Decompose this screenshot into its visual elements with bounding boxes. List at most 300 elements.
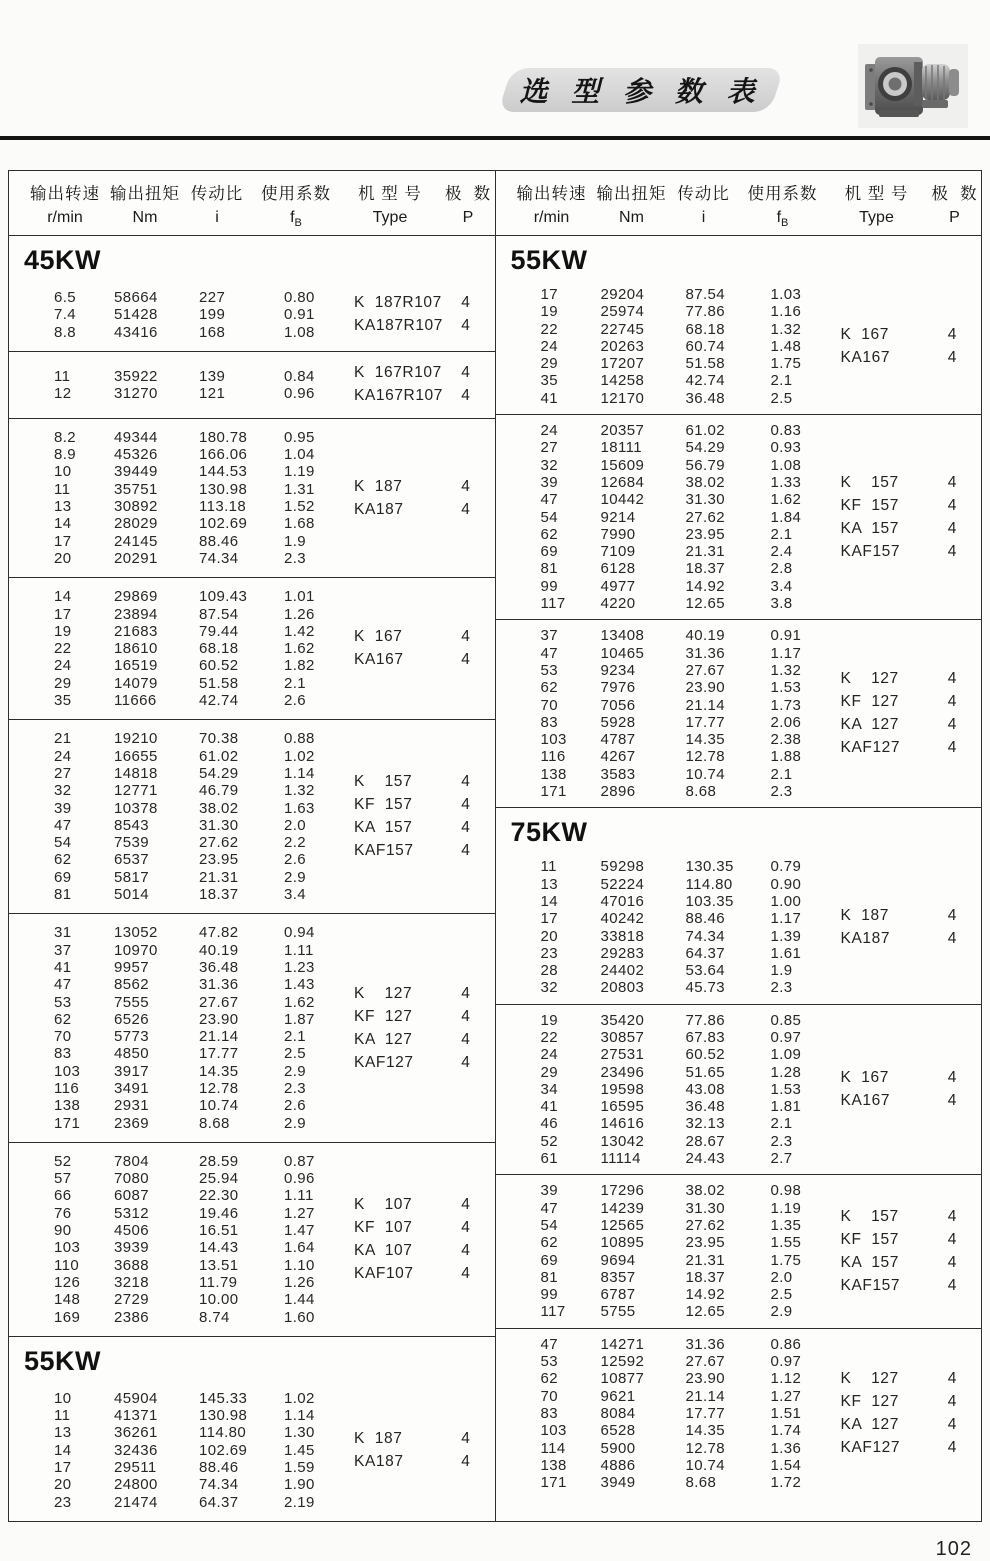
cell-ratio: 21.14 [199,1028,239,1046]
table-row [496,1133,841,1150]
model-type-label: K 127 [354,984,413,1002]
cell-output-speed: 171 [54,1114,81,1132]
cell-ratio: 54.29 [199,764,239,782]
cell-output-torque: 10465 [600,644,645,662]
cell-output-torque: 19598 [600,1080,645,1098]
cell-output-torque: 13408 [600,627,645,645]
gearmotor-photo [858,44,968,128]
data-rows [9,1153,354,1326]
section-title-75kw: 75KW [510,817,588,848]
table-row [9,1274,354,1291]
model-type-row [354,362,495,385]
model-type-row [354,1028,495,1051]
cell-ratio: 28.59 [199,1152,239,1170]
cell-ratio: 54.29 [685,439,726,457]
cell-ratio: 14.92 [685,1286,726,1304]
model-type-label: KA 157 [840,1254,899,1272]
table-row [496,679,841,696]
cell-output-torque: 16519 [114,657,158,675]
cell-ratio: 10.00 [199,1291,239,1309]
cell-service-factor: 1.75 [770,1251,802,1269]
cell-output-speed: 27 [540,439,558,457]
cell-output-speed: 103 [540,731,567,749]
cell-service-factor: 2.4 [770,543,793,561]
cell-service-factor: 1.32 [284,782,315,800]
cell-output-torque: 14818 [114,764,158,782]
cell-output-speed: 11 [54,367,71,385]
table-half-left [9,171,496,1521]
table-row [496,1012,841,1029]
table-row [9,1222,354,1239]
cell-service-factor: 0.91 [770,627,802,645]
table-row [9,994,354,1011]
model-type-row [354,626,495,649]
cell-ratio: 87.54 [685,286,726,303]
cell-output-torque: 20263 [600,337,645,355]
header-col-ratio [179,180,255,227]
cell-ratio: 74.34 [199,549,239,567]
table-row [496,1098,841,1115]
table-row [9,533,354,550]
model-type-label: K 167 [840,326,889,344]
poles-value: 4 [461,317,470,335]
cell-service-factor: 1.03 [770,286,802,303]
model-type-label: KA 157 [840,519,899,537]
cell-service-factor: 0.84 [284,367,315,385]
cell-service-factor: 1.55 [770,1234,802,1252]
page-footer [0,1522,990,1561]
poles-value: 4 [461,387,470,405]
cell-output-torque: 11114 [600,1150,641,1168]
cell-service-factor: 2.6 [284,692,307,710]
cell-output-torque: 51428 [114,306,158,324]
table-row [9,800,354,817]
cell-output-torque: 35751 [114,480,158,498]
cell-service-factor: 1.00 [770,892,802,910]
header-unit-ratio: i [215,209,219,226]
poles-value: 4 [461,628,470,646]
cell-output-speed: 76 [54,1204,72,1222]
cell-ratio: 130.98 [199,480,248,498]
table-row [9,1080,354,1097]
model-type-list [841,324,982,370]
cell-ratio: 88.46 [199,532,239,550]
model-type-row [841,1229,982,1252]
table-row [9,730,354,747]
cell-output-torque: 33818 [600,927,645,945]
table-row [496,509,841,526]
cell-output-torque: 12684 [600,473,645,491]
cell-ratio: 74.34 [199,1476,239,1494]
model-type-row [354,475,495,498]
cell-service-factor: 1.10 [284,1256,315,1274]
cell-output-torque: 24402 [600,962,645,980]
cell-output-speed: 116 [540,748,566,766]
cell-ratio: 64.37 [199,1493,239,1511]
cell-output-torque: 41371 [114,1407,158,1425]
cell-service-factor: 2.6 [284,851,307,869]
cell-output-torque: 40242 [600,910,645,928]
cell-service-factor: 2.5 [284,1045,307,1063]
header-label-output-speed: 输出转速 [516,185,587,203]
cell-output-torque: 7539 [114,834,149,852]
cell-output-torque: 43416 [114,323,158,341]
table-row [496,355,841,372]
cell-service-factor: 2.7 [770,1150,793,1168]
cell-output-torque: 5755 [600,1303,636,1321]
header-divider-rule [0,136,990,140]
cell-service-factor: 1.68 [284,515,315,533]
cell-ratio: 23.95 [685,525,726,543]
data-block [496,851,982,1004]
model-type-label: KAF127 [840,1439,901,1457]
table-row [9,1153,354,1170]
table-row [496,286,841,303]
cell-output-torque: 2729 [114,1291,149,1309]
cell-ratio: 51.58 [685,355,726,373]
cell-output-speed: 22 [540,1028,558,1046]
cell-service-factor: 2.19 [284,1493,315,1511]
cell-output-speed: 83 [540,1404,558,1422]
header-label-output-torque: 输出扭矩 [110,185,180,203]
table-row [9,1459,354,1476]
table-row [9,1257,354,1274]
cell-output-speed: 13 [540,875,558,893]
cell-service-factor: 1.36 [770,1439,802,1457]
cell-output-speed: 62 [54,1010,72,1028]
poles-value: 4 [461,1452,470,1470]
model-type-label: KA 127 [840,1416,899,1434]
model-type-row [841,905,982,928]
data-block [9,279,495,352]
model-type-label: K 167 [840,1069,889,1087]
cell-output-speed: 83 [540,713,558,731]
table-row [9,748,354,765]
table-column-header [496,171,982,236]
cell-output-speed: 54 [540,1216,558,1234]
table-row [496,858,841,875]
cell-service-factor: 2.8 [770,560,793,578]
cell-service-factor: 1.82 [284,657,315,675]
cell-ratio: 102.69 [199,1441,248,1459]
cell-service-factor: 2.06 [770,713,802,731]
header-label-output-torque: 输出扭矩 [596,185,667,203]
cell-ratio: 12.78 [685,748,726,766]
cell-ratio: 19.46 [199,1204,239,1222]
cell-output-torque: 23496 [600,1063,645,1081]
cell-output-torque: 13052 [114,924,158,942]
cell-ratio: 14.92 [685,577,726,595]
header-col-output-speed [502,180,602,227]
cell-ratio: 27.67 [685,661,726,679]
cell-output-speed: 19 [54,622,72,640]
table-row [496,1064,841,1081]
cell-ratio: 18.37 [199,886,239,904]
cell-output-torque: 36261 [114,1424,158,1442]
cell-service-factor: 0.98 [770,1182,802,1200]
table-row [496,474,841,491]
cell-service-factor: 1.17 [770,910,802,928]
cell-output-torque: 14616 [600,1115,645,1133]
cell-ratio: 25.94 [199,1170,239,1188]
model-type-row [354,1239,495,1262]
model-type-label: K 167R107 [354,364,442,382]
cell-ratio: 11.79 [199,1273,238,1291]
cell-ratio: 77.86 [685,303,726,321]
cell-ratio: 42.74 [685,372,726,390]
cell-ratio: 47.82 [199,924,239,942]
cell-output-torque: 16595 [600,1098,645,1116]
data-rows [9,924,354,1132]
cell-service-factor: 0.93 [770,439,802,457]
cell-service-factor: 1.35 [770,1216,802,1234]
cell-output-torque: 9621 [600,1387,636,1405]
cell-output-speed: 39 [540,473,558,491]
cell-service-factor: 1.48 [770,337,802,355]
table-row [9,1187,354,1204]
cell-output-speed: 62 [540,1234,558,1252]
cell-output-speed: 126 [54,1273,81,1291]
data-rows [496,1336,841,1492]
cell-service-factor: 1.61 [770,944,802,962]
table-row [9,606,354,623]
header-col-output-torque [588,180,676,227]
cell-output-torque: 39449 [114,463,158,481]
table-row [9,498,354,515]
cell-service-factor: 0.94 [284,924,315,942]
cell-output-speed: 24 [54,747,72,765]
cell-output-torque: 32436 [114,1441,158,1459]
table-row [9,782,354,799]
cell-output-speed: 47 [540,1199,558,1217]
poles-value: 4 [947,716,957,734]
cell-service-factor: 1.42 [284,622,315,640]
model-type-row [354,794,495,817]
cell-service-factor: 0.96 [284,1170,315,1188]
table-row [496,303,841,320]
data-block [496,1005,982,1176]
cell-output-speed: 52 [54,1152,72,1170]
cell-ratio: 87.54 [199,605,239,623]
cell-service-factor: 2.5 [770,1286,793,1304]
table-row [496,928,841,945]
cell-ratio: 24.43 [685,1150,726,1168]
cell-service-factor: 2.38 [770,731,802,749]
page-number: 102 [935,1537,972,1560]
cell-output-torque: 10378 [114,799,158,817]
model-type-row [354,771,495,794]
cell-ratio: 36.48 [685,389,726,407]
cell-ratio: 23.95 [199,851,239,869]
cell-service-factor: 1.47 [284,1222,315,1240]
cell-ratio: 36.48 [199,958,239,976]
cell-service-factor: 0.97 [770,1353,802,1371]
poles-value: 4 [947,519,957,537]
cell-output-torque: 14239 [600,1199,645,1217]
gearmotor-illustration [862,48,964,124]
cell-service-factor: 1.88 [770,748,802,766]
table-row [9,765,354,782]
cell-output-torque: 9214 [600,508,636,526]
model-type-list [354,626,495,672]
cell-service-factor: 0.87 [284,1152,315,1170]
data-rows [9,588,354,709]
cell-output-speed: 99 [540,1286,558,1304]
cell-output-speed: 117 [540,595,566,613]
model-type-label: KAF157 [354,842,414,860]
cell-ratio: 40.19 [685,627,726,645]
cell-ratio: 227 [199,289,226,306]
model-type-row [841,517,982,540]
cell-ratio: 79.44 [199,622,239,640]
table-row [496,560,841,577]
cell-ratio: 60.52 [199,657,239,675]
header-col-model-type [826,180,928,227]
poles-value: 4 [947,349,957,367]
cell-ratio: 16.51 [199,1222,239,1240]
cell-output-speed: 114 [540,1439,566,1457]
cell-output-speed: 12 [54,384,72,402]
cell-ratio: 113.18 [199,498,247,516]
model-type-label: KF 157 [840,496,899,514]
cell-output-torque: 25974 [600,303,645,321]
cell-service-factor: 2.3 [770,1132,793,1150]
cell-service-factor: 1.32 [770,661,802,679]
table-row [496,1081,841,1098]
poles-value: 4 [947,1370,957,1388]
cell-output-speed: 21 [54,730,72,748]
cell-output-speed: 47 [540,644,558,662]
table-row [496,338,841,355]
cell-ratio: 27.67 [685,1353,726,1371]
cell-output-speed: 17 [540,286,558,303]
cell-service-factor: 1.04 [284,446,315,464]
cell-ratio: 43.08 [685,1080,726,1098]
poles-value: 4 [461,1429,470,1447]
header-unit-service-factor: $f_B$ [290,209,302,230]
cell-output-speed: 110 [54,1256,80,1274]
cell-ratio: 145.33 [199,1389,248,1407]
cell-service-factor: 1.14 [284,1407,315,1425]
cell-output-speed: 69 [540,543,558,561]
header-label-model-type: 机 型 号 [844,185,909,203]
cell-output-torque: 22745 [600,320,645,338]
cell-service-factor: 1.16 [770,303,802,321]
data-rows [9,429,354,567]
model-type-list [354,362,495,408]
cell-output-torque: 7804 [114,1152,149,1170]
poles-value: 4 [947,1231,957,1249]
poles-value: 4 [461,1195,470,1213]
cell-output-speed: 8.2 [54,428,77,446]
table-row [9,1097,354,1114]
model-type-row [354,498,495,521]
cell-output-torque: 28029 [114,515,158,533]
cell-output-speed: 103 [54,1239,81,1257]
cell-output-speed: 69 [54,868,72,886]
cell-ratio: 114.80 [685,875,733,893]
cell-ratio: 17.77 [199,1045,239,1063]
poles-value: 4 [461,819,470,837]
cell-service-factor: 1.74 [770,1422,802,1440]
cell-output-speed: 62 [540,679,558,697]
cell-output-speed: 23 [540,944,558,962]
cell-ratio: 61.02 [685,422,726,440]
data-rows [496,1012,841,1168]
cell-service-factor: 2.1 [284,674,307,692]
model-type-row [841,471,982,494]
header-unit-output-speed: r/min [533,209,570,226]
table-row [9,385,354,402]
table-row [496,662,841,679]
poles-value: 4 [947,1069,957,1087]
table-row [9,976,354,993]
cell-output-speed: 14 [54,515,72,533]
cell-ratio: 17.77 [685,713,726,731]
table-row [496,1474,841,1491]
cell-service-factor: 1.11 [284,941,314,959]
table-row [9,640,354,657]
model-type-label: KA 107 [354,1241,413,1259]
cell-ratio: 60.74 [685,337,726,355]
table-row [9,463,354,480]
data-rows [496,858,841,996]
cell-output-torque: 7555 [114,993,149,1011]
table-row [496,1046,841,1063]
cell-output-torque: 6787 [600,1286,636,1304]
cell-output-speed: 17 [54,1459,72,1477]
data-block [9,720,495,914]
cell-output-torque: 12170 [600,389,645,407]
table-row [9,692,354,709]
model-type-label: KF 127 [354,1007,413,1025]
cell-output-torque: 58664 [114,289,158,306]
cell-service-factor: 0.85 [770,1011,802,1029]
table-row [9,429,354,446]
cell-ratio: 102.69 [199,515,248,533]
cell-ratio: 21.14 [685,1387,726,1405]
table-row [496,731,841,748]
model-type-row [841,691,982,714]
cell-output-torque: 14271 [600,1335,645,1353]
cell-output-speed: 20 [54,1476,72,1494]
cell-ratio: 103.35 [685,892,734,910]
model-type-row [841,1252,982,1275]
table-row [9,817,354,834]
model-type-label: KA187 [354,1452,404,1470]
cell-service-factor: 1.60 [284,1308,315,1326]
table-row [9,1291,354,1308]
table-row [496,321,841,338]
cell-output-torque: 3583 [600,765,636,783]
poles-value: 4 [947,1439,957,1457]
cell-service-factor: 1.02 [284,747,315,765]
model-type-label: KF 157 [354,796,413,814]
cell-ratio: 23.90 [199,1010,239,1028]
cell-output-torque: 6537 [114,851,149,869]
cell-service-factor: 1.02 [284,1389,315,1407]
cell-output-torque: 7990 [600,525,636,543]
cell-output-speed: 148 [54,1291,81,1309]
table-row [496,748,841,765]
cell-ratio: 27.67 [199,993,239,1011]
cell-output-torque: 3688 [114,1256,149,1274]
cell-service-factor: 1.27 [284,1204,315,1222]
cell-output-torque: 23894 [114,605,158,623]
table-half-right [496,171,982,1521]
cell-ratio: 12.65 [685,595,726,613]
cell-output-torque: 30857 [600,1028,645,1046]
